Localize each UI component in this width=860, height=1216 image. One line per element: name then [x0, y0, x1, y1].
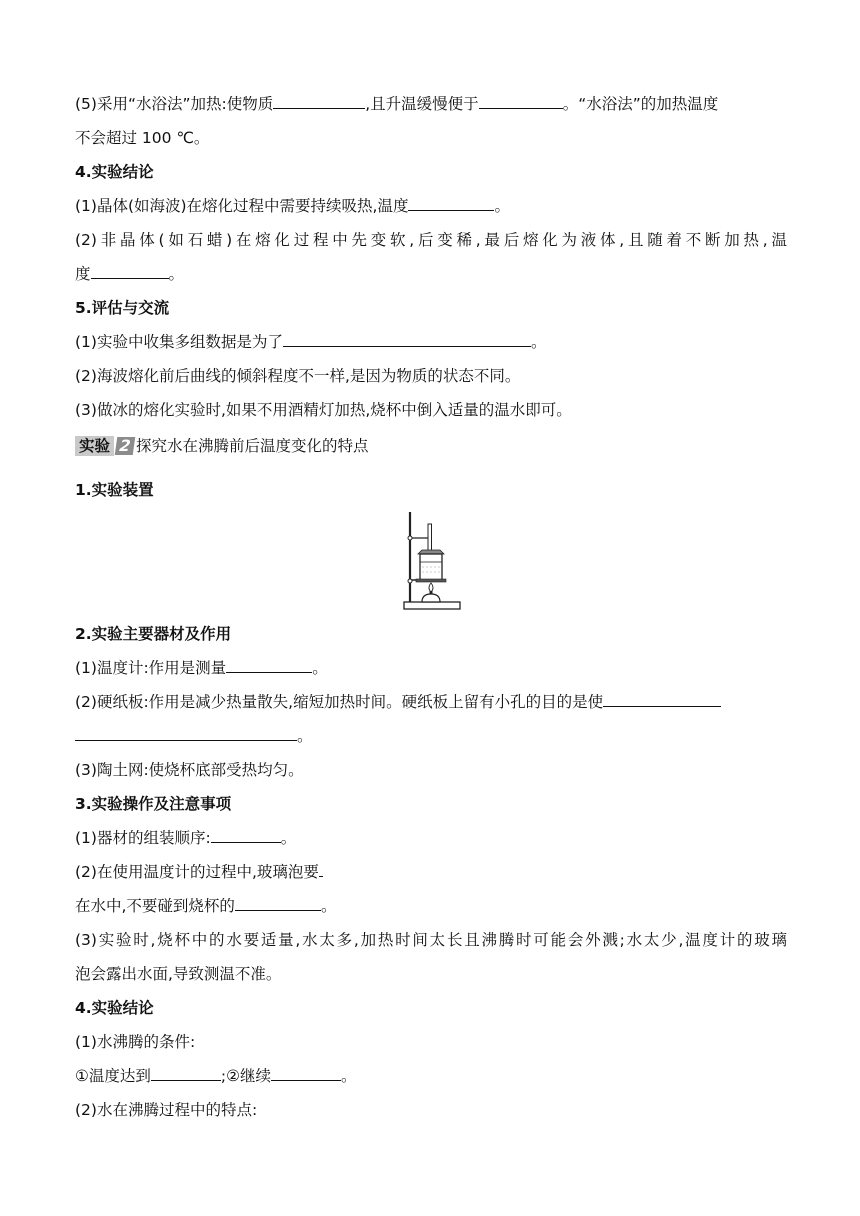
- result-1: (1)水沸腾的条件:: [75, 1033, 196, 1051]
- text: 。: [530, 333, 547, 351]
- text: 度: [75, 265, 91, 283]
- text: 。: [168, 265, 185, 283]
- answer-blank[interactable]: [408, 196, 494, 211]
- operation-3-line1: (3)实验时,烧杯中的水要适量,水太多,加热时间太长且沸腾时可能会外溅;水太少,温度计的玻璃: [75, 931, 787, 949]
- operation-2-line2: [75, 896, 336, 916]
- conclusion-2-line1: (2)非晶体(如石蜡)在熔化过程中先变软,后变稀,最后熔化为液体,且随着不断加热,温: [75, 231, 787, 249]
- result-2: (2)水在沸腾过程中的特点:: [75, 1101, 258, 1119]
- text: ,且升温缓慢便于: [365, 95, 479, 113]
- text: (2)在使用温度计的过程中,玻璃泡要: [75, 863, 319, 881]
- answer-blank[interactable]: [75, 726, 297, 741]
- answer-blank[interactable]: [283, 332, 531, 347]
- section-heading: 4.实验结论: [75, 999, 154, 1017]
- answer-blank[interactable]: [273, 94, 365, 109]
- experiment-tag: 实验: [75, 436, 114, 456]
- operation-1: [75, 828, 296, 848]
- evaluation-1: [75, 332, 546, 352]
- result-1-conditions: [75, 1066, 357, 1086]
- answer-blank[interactable]: [271, 1066, 341, 1081]
- text: (1)温度计:作用是测量: [75, 659, 227, 677]
- answer-blank[interactable]: [479, 94, 563, 109]
- section-heading: 2.实验主要器材及作用: [75, 625, 232, 643]
- answer-blank[interactable]: [151, 1066, 221, 1081]
- answer-blank[interactable]: [235, 896, 321, 911]
- text: (1)实验中收集多组数据是为了: [75, 333, 283, 351]
- item-5-cont: 不会超过 100 ℃。: [75, 129, 210, 147]
- answer-blank[interactable]: [603, 692, 721, 707]
- experiment-title: 探究水在沸腾前后温度变化的特点: [136, 437, 369, 455]
- operation-3-line2: 泡会露出水面,导致测温不准。: [75, 965, 282, 983]
- text: 。: [320, 897, 337, 915]
- answer-blank[interactable]: [319, 862, 323, 877]
- text: (2)硬纸板:作用是减少热量散失,缩短加热时间。硬纸板上留有小孔的目的是使: [75, 693, 604, 711]
- text: 。: [280, 829, 297, 847]
- material-2-line1: [75, 692, 721, 712]
- text: 。: [341, 1067, 357, 1085]
- operation-2-line1: [75, 862, 323, 882]
- section-heading: 4.实验结论: [75, 163, 154, 181]
- text: 在水中,不要碰到烧杯的: [75, 897, 235, 915]
- text: (1)器材的组装顺序:: [75, 829, 211, 847]
- text: 。: [312, 659, 328, 677]
- material-1: [75, 658, 328, 678]
- conclusion-1: [75, 196, 510, 216]
- conclusion-2-line2: [75, 264, 184, 284]
- text: 。: [494, 197, 510, 215]
- text: 。: [297, 727, 313, 745]
- text: (5)采用“水浴法”加热:使物质: [75, 95, 274, 113]
- experiment-number-badge: 2: [115, 437, 136, 455]
- text: ①温度达到: [75, 1067, 151, 1085]
- text: ;②继续: [220, 1067, 272, 1085]
- text: (1)晶体(如海波)在熔化过程中需要持续吸热,温度: [75, 197, 409, 215]
- section-heading: 3.实验操作及注意事项: [75, 795, 232, 813]
- answer-blank[interactable]: [91, 264, 169, 279]
- section-heading: 5.评估与交流: [75, 299, 170, 317]
- text: 。“水浴法”的加热温度: [562, 95, 719, 113]
- answer-blank[interactable]: [211, 828, 281, 843]
- answer-blank[interactable]: [226, 658, 312, 673]
- material-3: (3)陶土网:使烧杯底部受热均匀。: [75, 761, 304, 779]
- evaluation-3: (3)做冰的熔化实验时,如果不用酒精灯加热,烧杯中倒入适量的温水即可。: [75, 401, 572, 419]
- section-heading: 1.实验装置: [75, 481, 154, 499]
- item-5-line: [75, 94, 718, 114]
- material-2-line2: [75, 726, 313, 746]
- boiling-apparatus-figure: [400, 510, 464, 612]
- evaluation-2: (2)海波熔化前后曲线的倾斜程度不一样,是因为物质的状态不同。: [75, 367, 521, 385]
- experiment-2-title: [75, 436, 369, 456]
